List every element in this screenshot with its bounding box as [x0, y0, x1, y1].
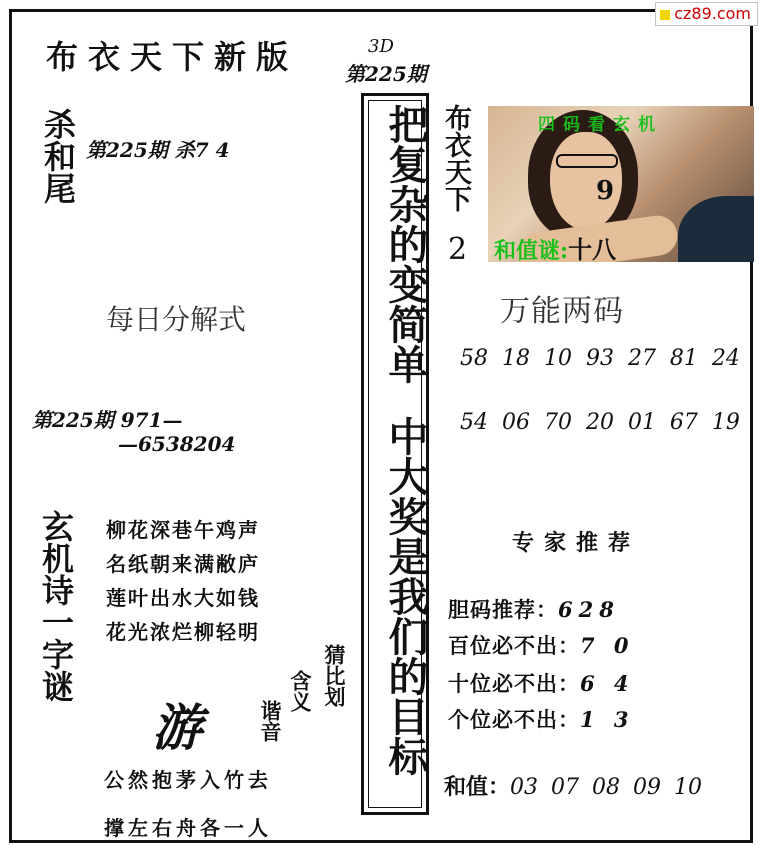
- promo-photo: [488, 106, 754, 262]
- slogan-part-1: 把复杂的变简单: [382, 104, 429, 384]
- expert-row: 个位必不出：1 3: [448, 707, 635, 732]
- poem-line: 柳花深巷午鸡声: [106, 518, 260, 542]
- kill-tail-line: 第225期 杀7 4: [86, 138, 230, 162]
- riddle-hint-xieyin: 谐音: [258, 700, 283, 742]
- buyi-title: 布衣天下: [440, 104, 471, 212]
- photo-riddle: 和值谜:十八: [494, 235, 617, 262]
- photo-number: 9: [596, 176, 615, 206]
- daily-formula-title: 每日分解式: [106, 303, 247, 336]
- poem-line: 莲叶出水大如钱: [106, 586, 260, 610]
- kill-tail-title: 杀和尾: [39, 108, 77, 204]
- daily-formula-line-1: 第225期 971—: [32, 408, 183, 432]
- buyi-number: 2: [448, 232, 468, 267]
- site-watermark[interactable]: [655, 2, 758, 26]
- expert-title: 专家推荐: [512, 530, 641, 556]
- glasses-icon: [556, 154, 618, 168]
- riddle-title: 一字谜: [37, 606, 75, 702]
- sum-row: 和值：03 07 08 09 10: [444, 774, 702, 800]
- page-subtitle: 3D: [368, 36, 394, 57]
- slogan-box: [361, 93, 429, 815]
- watermark-text: cz89.com: [674, 4, 751, 23]
- poem-title: 玄机诗一字谜: [37, 510, 75, 702]
- expert-row: 百位必不出：7 0: [448, 633, 635, 658]
- photo-caption: 四码看玄机: [538, 115, 663, 135]
- photo-shoulder: [678, 196, 754, 262]
- issue-number: 第225期: [345, 62, 427, 86]
- riddle-hint-hanyi: 含义: [288, 670, 313, 712]
- riddle-line-2: 撑左右舟各一人: [104, 816, 272, 840]
- page-title: 布衣天下新版: [46, 38, 299, 76]
- riddle-char: 游: [152, 698, 202, 757]
- wanneng-title: 万能两码: [500, 294, 624, 329]
- wanneng-row-1: 58 18 10 93 27 81 24: [460, 346, 740, 371]
- riddle-hint-caibihua: 猜比划: [322, 644, 347, 707]
- expert-row: 胆码推荐：628: [448, 597, 620, 622]
- wanneng-row-2: 54 06 70 20 01 67 19: [460, 410, 740, 435]
- poem-line: 名纸朝来满敝庐: [106, 552, 260, 576]
- expert-row: 十位必不出：6 4: [448, 671, 635, 696]
- logo-icon: [660, 10, 670, 20]
- daily-formula-line-2: —6538204: [118, 432, 236, 456]
- riddle-line-1: 公然抱茅入竹去: [104, 768, 272, 792]
- slogan-part-2: 中大奖是我们的目标: [382, 416, 429, 776]
- poem-line: 花光浓烂柳轻明: [106, 620, 260, 644]
